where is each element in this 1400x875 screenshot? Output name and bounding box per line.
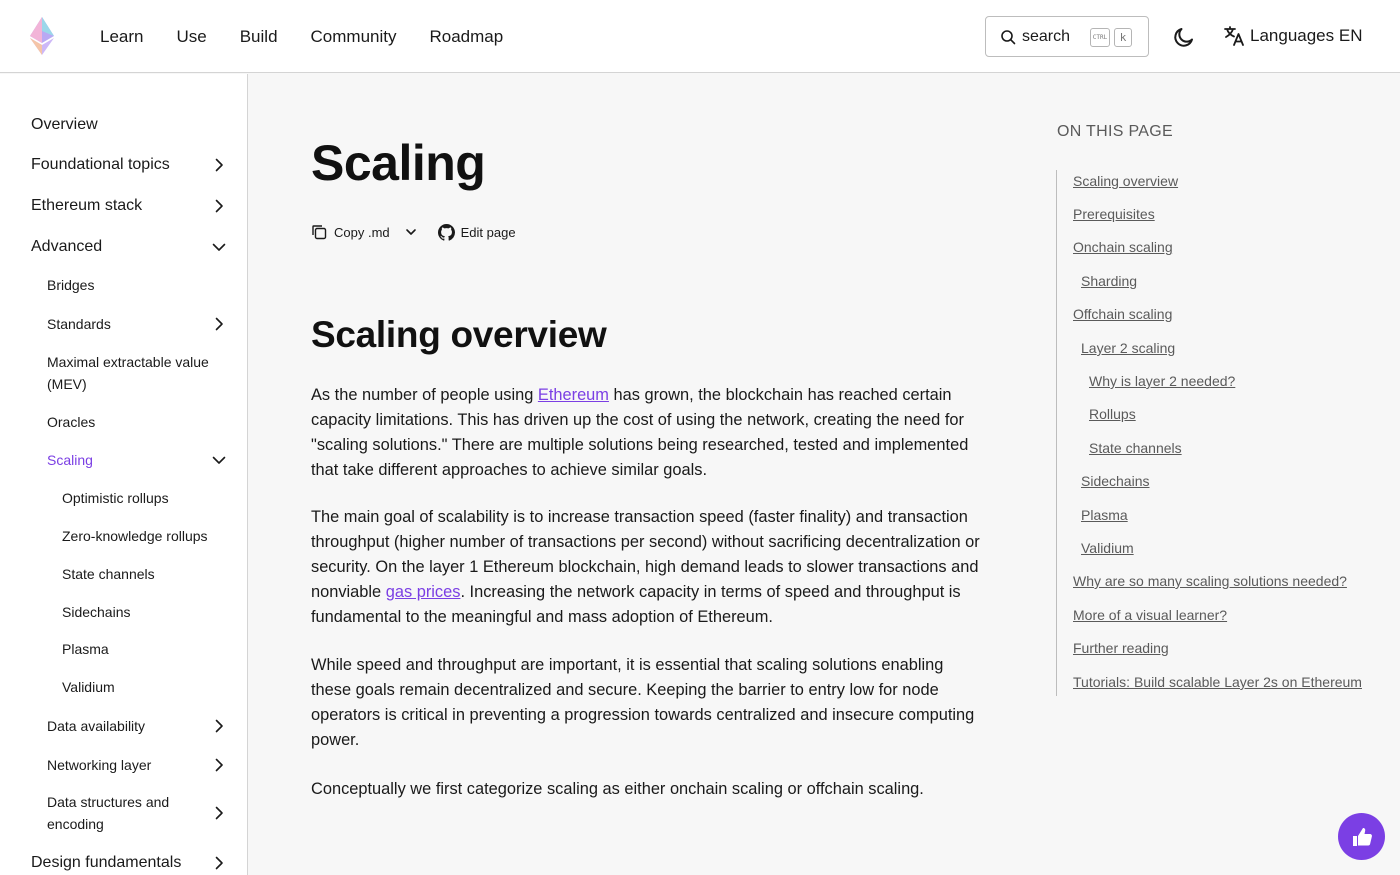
toc-link[interactable]: Sidechains	[1081, 473, 1150, 489]
chevron-right-icon	[210, 717, 228, 735]
main-content	[249, 74, 1029, 875]
top-header	[0, 0, 1400, 73]
sidebar-item-label: State channels	[62, 566, 155, 582]
nav-use[interactable]: Use	[176, 26, 207, 46]
paragraph-3: While speed and throughput are important, it is essential that scaling solutions enabling these goals remain decentralized and secure. Keeping the barrier to entry low for node operators is critical in preventing a progression towards centralized and insecure computing power.	[311, 656, 975, 749]
sidebar-item-label: Networking layer	[47, 757, 152, 773]
sidebar-item-oracles[interactable]	[0, 411, 247, 433]
toc-link[interactable]: Prerequisites	[1073, 206, 1155, 222]
sidebar-item-label: Standards	[47, 316, 111, 332]
toc-link[interactable]: Plasma	[1081, 507, 1128, 523]
sidebar-item-plasma[interactable]	[0, 638, 247, 660]
sidebar-item-label: Maximal extractable value (MEV)	[47, 354, 209, 392]
section-heading-scaling-overview: Scaling overview	[311, 314, 607, 355]
feedback-button[interactable]	[1338, 813, 1385, 860]
toc-link[interactable]: Tutorials: Build scalable Layer 2s on Ethereum	[1073, 674, 1362, 690]
toc-link[interactable]: State channels	[1089, 440, 1182, 456]
copy-md-button[interactable]: Copy .md	[334, 224, 390, 240]
search-button[interactable]	[985, 16, 1149, 57]
ethereum-link[interactable]: Ethereum	[537, 386, 609, 404]
sidebar-item-overview[interactable]	[0, 114, 247, 136]
github-icon[interactable]	[438, 224, 455, 241]
sidebar-item-state-channels[interactable]	[0, 563, 247, 585]
edit-page-link[interactable]: Edit page	[460, 224, 516, 240]
sidebar-item-optimistic-rollups[interactable]	[0, 487, 247, 509]
sidebar-item-label: Data structures and encoding	[47, 794, 170, 832]
chevron-down-icon	[210, 451, 228, 469]
sidebar-item-data-structures[interactable]	[0, 791, 247, 835]
chevron-down-icon[interactable]	[404, 225, 418, 239]
chevron-right-icon	[210, 315, 228, 333]
page-title: Scaling	[311, 135, 486, 191]
toc-link[interactable]: Onchain scaling	[1073, 239, 1173, 255]
sidebar-item-label: Overview	[31, 116, 98, 133]
copy-icon[interactable]	[311, 224, 327, 240]
nav-roadmap[interactable]: Roadmap	[429, 26, 504, 46]
nav-learn[interactable]: Learn	[100, 26, 144, 46]
toc-rail	[1056, 170, 1057, 696]
languages-button[interactable]	[1222, 24, 1362, 48]
sidebar-item-label: Optimistic rollups	[62, 490, 169, 506]
toc-link[interactable]: Why are so many scaling solutions needed?	[1073, 573, 1347, 589]
paragraph-2	[311, 505, 981, 630]
ethereum-logo[interactable]	[28, 17, 56, 55]
sidebar-item-label: Data availability	[47, 718, 146, 734]
sidebar-item-validium[interactable]	[0, 676, 247, 698]
sidebar-item-label: Validium	[62, 679, 115, 695]
paragraph-text: The main goal of scalability is to increase transaction speed (faster finality) and transaction throughput (higher number of transactions per second) without sacrificing decentralization or security. On the layer 1 Ethereum blockchain, high demand leads to slower transactions and nonviable	[311, 508, 980, 601]
search-label: search	[1022, 27, 1071, 45]
chevron-right-icon	[210, 804, 228, 822]
paragraph-text: has grown, the blockchain has reached certain capacity limitations. This has driven up the cost of using the network, creating the need for "scaling solutions." There are multiple solutions being researched, tested and implemented that take different approaches to achieve similar goals.	[311, 386, 969, 479]
toc-link[interactable]: More of a visual learner?	[1073, 607, 1228, 623]
sidebar-item-networking-layer[interactable]	[0, 754, 247, 776]
chevron-down-icon	[210, 238, 228, 256]
nav-build[interactable]: Build	[239, 26, 278, 46]
toc-link[interactable]: Further reading	[1073, 640, 1169, 656]
sidebar-item-mev[interactable]	[0, 351, 228, 395]
nav-community[interactable]: Community	[310, 26, 397, 46]
paragraph-4: Conceptually we first categorize scaling as either onchain scaling or offchain scaling.	[311, 780, 924, 798]
sidebar-item-label: Oracles	[47, 414, 96, 430]
sidebar-item-label: Plasma	[62, 641, 109, 657]
search-icon	[1000, 29, 1016, 45]
sidebar-item-zero-knowledge-rollups[interactable]	[0, 525, 247, 547]
chevron-right-icon	[210, 854, 228, 872]
sidebar-item-label: Sidechains	[62, 604, 131, 620]
sidebar-item-sidechains[interactable]	[0, 601, 247, 623]
docs-sidebar	[0, 74, 248, 875]
paragraph-text: . Increasing the network capacity in terms of speed and throughput is fundamental to the meaningful and mass adoption of Ethereum.	[311, 583, 961, 626]
gas-prices-link[interactable]: gas prices	[385, 583, 461, 601]
thumbs-up-icon	[1349, 824, 1375, 850]
translate-icon	[1222, 24, 1246, 48]
sidebar-item-label: Zero-knowledge rollups	[62, 528, 208, 544]
toc-link[interactable]: Why is layer 2 needed?	[1089, 373, 1236, 389]
sidebar-item-bridges[interactable]	[0, 274, 247, 296]
sidebar-item-advanced[interactable]	[0, 236, 247, 258]
sidebar-item-label: Bridges	[47, 277, 95, 293]
ctrl-key-hint: CTRL	[1090, 28, 1110, 47]
toc-link[interactable]: Scaling overview	[1073, 173, 1179, 189]
paragraph-1	[311, 383, 981, 483]
toc-link[interactable]: Validium	[1081, 540, 1134, 556]
sidebar-item-standards[interactable]	[0, 313, 247, 335]
k-key-hint: k	[1114, 28, 1132, 47]
toc-link[interactable]: Sharding	[1081, 273, 1138, 289]
sidebar-item-scaling[interactable]	[0, 449, 247, 471]
page-actions	[311, 222, 516, 242]
sidebar-item-design-fundamentals[interactable]	[0, 852, 247, 874]
sidebar-item-label: Design fundamentals	[31, 854, 182, 871]
sidebar-item-label: Scaling	[47, 452, 93, 468]
sidebar-item-data-availability[interactable]	[0, 715, 247, 737]
main-nav	[100, 0, 503, 73]
sidebar-item-ethereum-stack[interactable]	[0, 195, 247, 217]
toc-link[interactable]: Layer 2 scaling	[1081, 340, 1176, 356]
toc-link[interactable]: Rollups	[1089, 406, 1136, 422]
sidebar-item-label: Ethereum stack	[31, 197, 143, 214]
chevron-right-icon	[210, 156, 228, 174]
sidebar-item-label: Foundational topics	[31, 156, 170, 173]
sidebar-item-label: Advanced	[31, 238, 103, 255]
paragraph-text: As the number of people using	[311, 386, 538, 404]
chevron-right-icon	[210, 197, 228, 215]
languages-label: Languages EN	[1250, 26, 1363, 45]
toc-link[interactable]: Offchain scaling	[1073, 306, 1173, 322]
chevron-right-icon	[210, 756, 228, 774]
toc-heading: ON THIS PAGE	[1057, 123, 1173, 140]
sidebar-item-foundational-topics[interactable]	[0, 154, 247, 176]
dark-mode-toggle-moon-icon[interactable]	[1172, 25, 1196, 49]
